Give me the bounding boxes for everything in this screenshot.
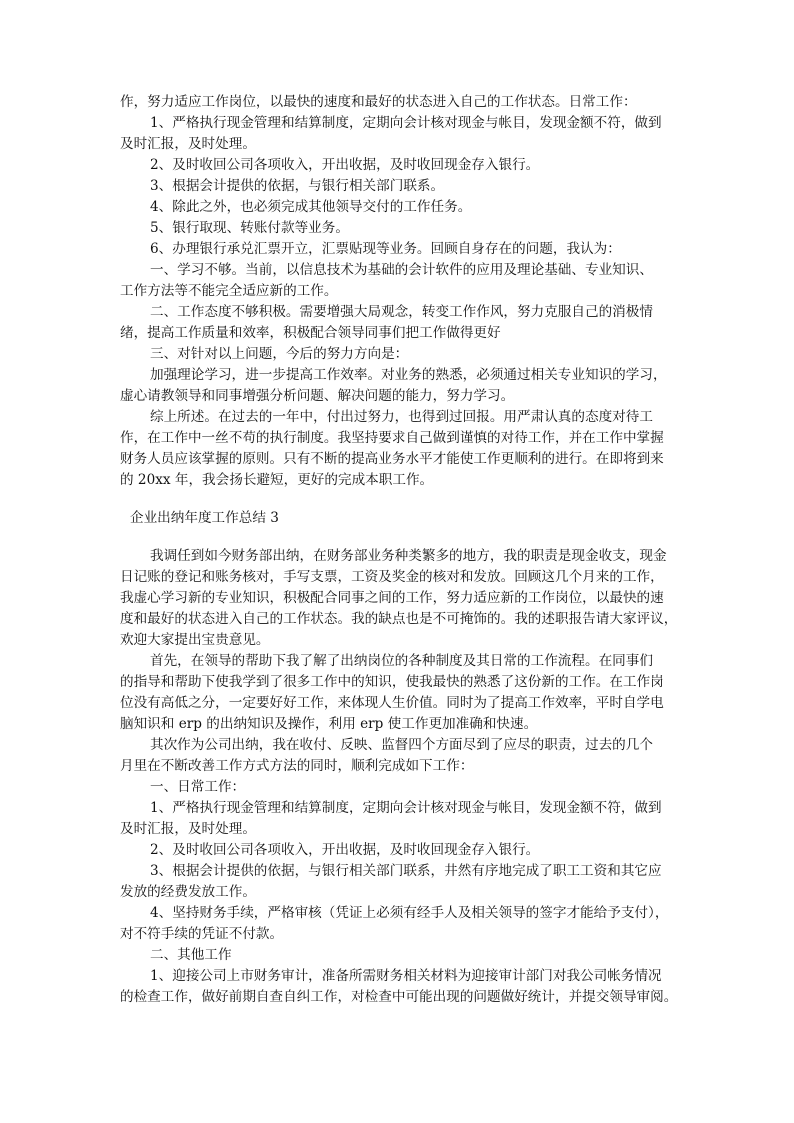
text-line: 的检查工作，做好前期自查自纠工作，对检查中可能出现的问题做好统计，并提交领导审阅。 [120,989,678,1005]
text-line: 其次作为公司出纳，我在收付、反映、监督四个方面尽到了应尽的职责，过去的几个 [150,737,653,753]
text-line: 二、其他工作 [150,947,232,963]
text-line: 二、工作态度不够积极。需要增强大局观念，转变工作作风，努力克服自己的消极情 [150,304,653,320]
text-line: 3、根据会计提供的依据，与银行相关部门联系，井然有序地完成了职工工资和其它应 [150,863,662,879]
text-line: 1、严格执行现金管理和结算制度，定期向会计核对现金与帐目，发现金额不符，做到 [150,115,662,131]
text-line: 位没有高低之分，一定要好好工作，来体现人生价值。同时为了提高工作效率，平时自学电 [120,695,664,711]
text-line: 及时汇报，及时处理。 [120,821,256,837]
text-line: 作，在工作中一丝不苟的执行制度。我坚持要求自己做到谨慎的对待工作，并在工作中掌握 [120,430,664,446]
text-line: 5、银行取现、转账付款等业务。 [150,220,349,236]
text-line: 虚心请教领导和同事增强分析问题、解决问题的能力，努力学习。 [120,388,515,404]
text-line: 度和最好的状态进入自己的工作状态。我的缺点也是不可掩饰的。我的述职报告请大家评议， [120,611,678,627]
paragraph-block-2 [120,546,682,1008]
text-line: 1、严格执行现金管理和结算制度，定期向会计核对现金与帐目，发现金额不符，做到 [150,800,662,816]
text-line: 加强理论学习，进一步提高工作效率。对业务的熟悉，必须通过相关专业知识的学习， [150,367,667,383]
text-line: 及时汇报，及时处理。 [120,136,256,152]
text-line: 作，努力适应工作岗位，以最快的速度和最好的状态进入自己的工作状态。日常工作： [120,94,637,110]
text-line: 3、根据会计提供的依据，与银行相关部门联系。 [150,178,445,194]
text-line: 绪，提高工作质量和效率，积极配合领导同事们把工作做得更好 [120,325,501,341]
text-line: 的指导和帮助下使我学到了很多工作中的知识，使我最快的熟悉了这份新的工作。在工作岗 [120,674,664,690]
text-line: 工作方法等不能完全适应新的工作。 [120,283,338,299]
text-line: 发放的经费发放工作。 [120,884,256,900]
text-line: 月里在不断改善工作方式方法的同时，顺利完成如下工作： [120,758,474,774]
text-line: 首先，在领导的帮助下我了解了出纳岗位的各种制度及其日常的工作流程。在同事们 [150,653,653,669]
text-line: 三、对针对以上问题，今后的努力方向是： [150,346,409,362]
text-line: 财务人员应该掌握的原则。只有不断的提高业务水平才能使工作更顺利的进行。在即将到来 [120,451,664,467]
text-line: 2、及时收回公司各项收入，开出收据，及时收回现金存入银行。 [150,842,540,858]
text-line: 4、除此之外，也必须完成其他领导交付的工作任务。 [150,199,472,215]
text-line: 综上所述。在过去的一年中，付出过努力，也得到过回报。用严肃认真的态度对待工 [150,409,653,425]
section-heading: 企业出纳年度工作总结 3 [130,510,279,526]
text-line: 欢迎大家提出宝贵意见。 [120,632,270,648]
text-line: 2、及时收回公司各项收入，开出收据，及时收回现金存入银行。 [150,157,540,173]
text-line: 4、坚持财务手续，严格审核（凭证上必须有经手人及相关领导的签字才能给予支付）， [150,905,669,921]
text-line: 对不符手续的凭证不付款。 [120,926,284,942]
paragraph-block-1 [120,92,682,491]
text-line: 6、办理银行承兑汇票开立，汇票贴现等业务。回顾自身存在的问题，我认为： [150,241,621,257]
document-page [120,92,682,1008]
text-line: 1、迎接公司上市财务审计，准备所需财务相关材料为迎接审计部门对我公司帐务情况 [150,968,662,984]
text-line: 我调任到如今财务部出纳，在财务部业务种类繁多的地方，我的职责是现金收支，现金 [150,548,667,564]
text-line: 脑知识和 erp 的出纳知识及操作，利用 erp 使工作更加准确和快速。 [120,716,538,732]
text-line: 一、日常工作： [150,779,246,795]
text-line: 一、学习不够。当前，以信息技术为基础的会计软件的应用及理论基础、专业知识、 [150,262,653,278]
text-line: 的 20xx 年，我会扬长避短，更好的完成本职工作。 [120,472,434,488]
text-line: 我虚心学习新的专业知识，积极配合同事之间的工作，努力适应新的工作岗位，以最快的速 [120,590,664,606]
text-line: 日记账的登记和账务核对，手写支票，工资及奖金的核对和发放。回顾这几个月来的工作， [120,569,664,585]
